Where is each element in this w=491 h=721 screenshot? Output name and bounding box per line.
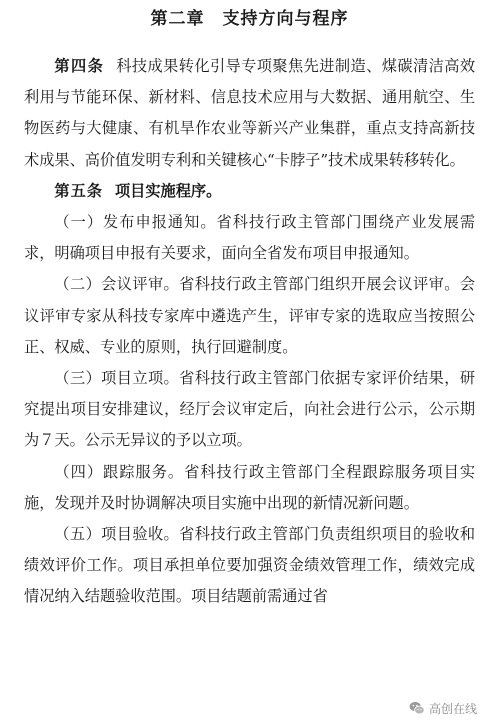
item-5: （五）项目验收。省科技行政主管部门负责组织项目的验收和绩效评价工作。项目承担单位要加强资金绩效管理工作，绩效完成情况纳入结题验收范围。项目结题前需通过省 — [24, 525, 475, 606]
item-3: （三）项目立项。省科技行政主管部门依据专家评价结果，研究提出项目安排建议，经厅会议审定后，向社会进行公示，公示期为７天。公示无异议的予以立项。 — [24, 369, 475, 450]
article-4 — [24, 51, 475, 176]
article-5-label: 第五条 — [54, 181, 103, 200]
item-1: （一）发布申报通知。省科技行政主管部门围绕产业发展需求，明确项目申报有关要求，面向全省发布项目申报通知。 — [24, 213, 475, 263]
wechat-icon — [409, 700, 425, 716]
chapter-title: 第二章 支持方向与程序 — [150, 9, 349, 29]
article-5 — [24, 176, 475, 207]
item-2: （二）会议评审。省科技行政主管部门组织开展会议评审。会议评审专家从科技专家库中遴选产生，评审专家的选取应当按照公正、权威、专业的原则，执行回避制度。 — [24, 275, 475, 356]
watermark — [407, 697, 479, 719]
item-4: （四）跟踪服务。省科技行政主管部门全程跟踪服务项目实施，发现并及时协调解决项目实施中出现的新情况新问题。 — [24, 462, 475, 512]
watermark-text: 高创在线 — [428, 701, 477, 716]
article-4-body: 科技成果转化引导专项聚焦先进制造、煤碳清洁高效利用与节能环保、新材料、信息技术应用与大数据、通用航空、生物医药与大健康、有机旱作农业等新兴产业集群，重点支持高新技术成果、高价值发明专利和关键核心“卡脖子”技术成果转移转化。 — [24, 57, 476, 169]
article-5-title: 项目实施程序。 — [114, 181, 222, 200]
article-4-label: 第四条 — [54, 57, 105, 75]
